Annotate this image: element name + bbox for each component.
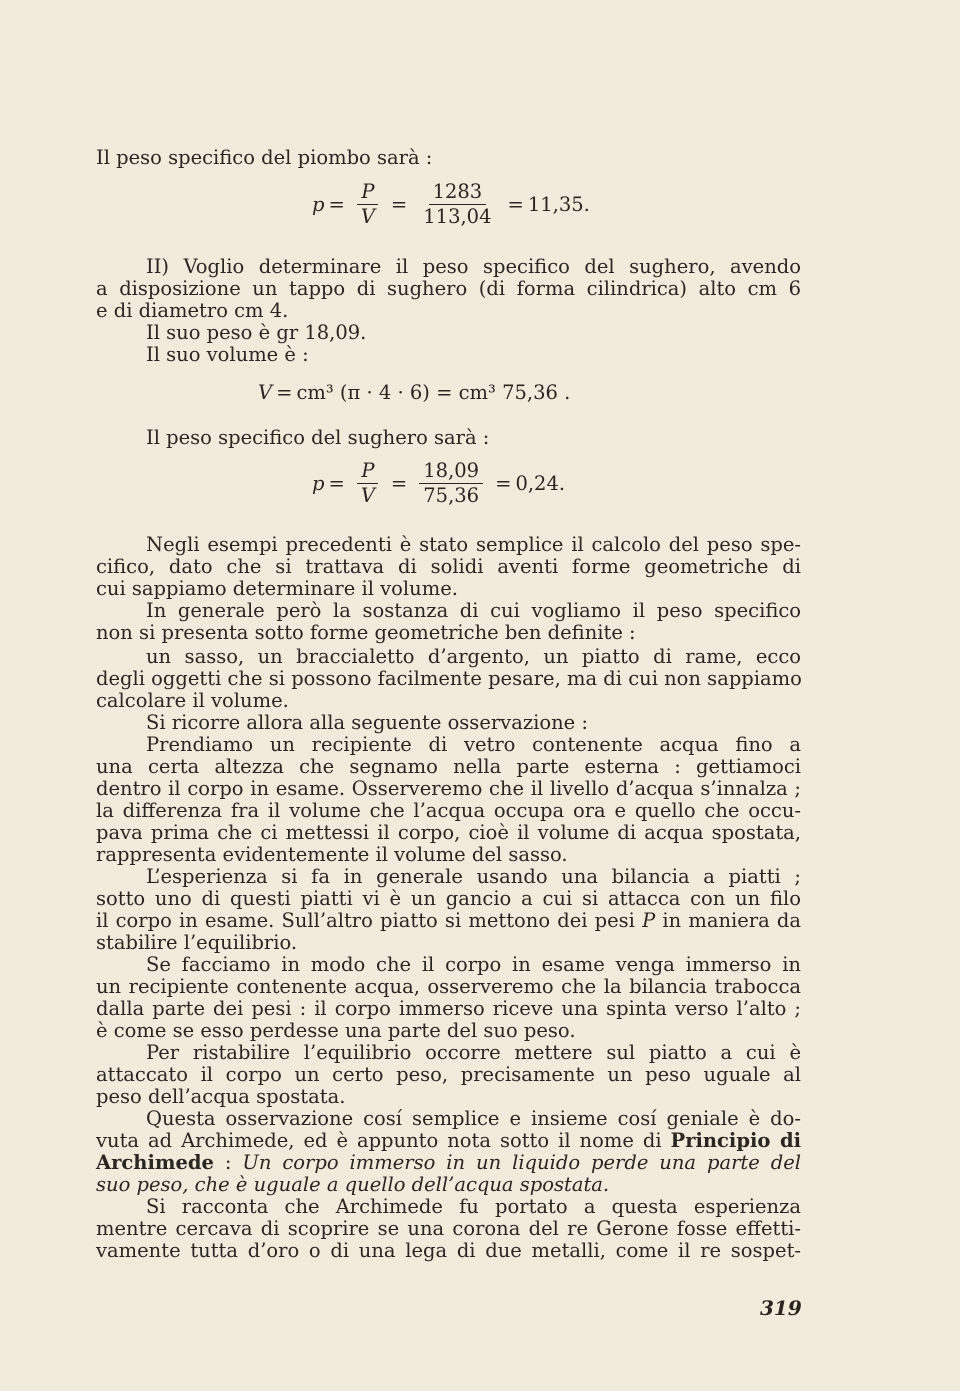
fraction: $\frac{1283}{113,04}$ <box>423 180 492 228</box>
text-line: Il peso specifico del sughero sarà : <box>146 426 490 449</box>
text-line: Prendiamo un recipiente di vetro contenente acqua fino a <box>146 733 801 756</box>
text-line: un recipiente contenente acqua, osserveremo che la bilancia trabocca <box>96 975 801 998</box>
fraction: $\frac{P}{V}$ <box>357 459 379 508</box>
text-line: una certa altezza che segnamo nella parte esterna : gettiamoci <box>96 755 801 778</box>
text-line: Questa osservazione cosí semplice e insieme cosí geniale è do- <box>146 1107 801 1130</box>
text-line: dentro il corpo in esame. Osserveremo che il livello d’acqua s’innalza ; <box>96 777 801 800</box>
text-line: vuta ad Archimede, ed è appunto nota sotto il nome di Principio di <box>96 1129 801 1152</box>
text-line: la differenza fra il volume che l’acqua occupa ora e quello che occu- <box>96 799 801 822</box>
text-line: non si presenta sotto forme geometriche ben definite : <box>96 621 636 644</box>
text-line: calcolare il volume. <box>96 689 289 712</box>
text-line: II) Voglio determinare il peso specifico del sughero, avendo <box>146 255 801 278</box>
text-line: In generale però la sostanza di cui vogliamo il peso specifico <box>146 599 801 622</box>
text-line: Si racconta che Archimede fu portato a questa esperienza <box>146 1195 801 1218</box>
text-line: Il peso specifico del piombo sarà : <box>96 146 433 169</box>
text-line: Il suo volume è : <box>146 343 309 366</box>
text-line: degli oggetti che si possono facilmente pesare, ma di cui non sappiamo <box>96 667 802 690</box>
text-line: rappresenta evidentemente il volume del sasso. <box>96 843 568 866</box>
text-line: mentre cercava di scoprire se una corona del re Gerone fosse effetti- <box>96 1217 801 1240</box>
text-line: cui sappiamo determinare il volume. <box>96 577 458 600</box>
text-line: sotto uno di questi piatti vi è un gancio a cui si attacca con un filo <box>96 887 801 910</box>
equation-density-cork: p = $\frac{P}{V}$ = $\frac{18,09}{75,36}$ = 0,24. <box>312 459 566 507</box>
text-line: a disposizione un tappo di sughero (di forma cilindrica) alto cm 6 <box>96 277 801 300</box>
equation-density-lead: p = $\frac{P}{V}$ = $\frac{1283}{113,04}$ = 11,35. <box>312 180 590 228</box>
equation-cork-volume: V = cm³ (π · 4 · 6) = cm³ 75,36 . <box>258 381 571 404</box>
text-line: L’esperienza si fa in generale usando una bilancia a piatti ; <box>146 865 801 888</box>
text-line: Il suo peso è gr 18,09. <box>146 321 367 344</box>
text-line: un sasso, un braccialetto d’argento, un piatto di rame, ecco <box>146 645 801 668</box>
eq-result: 11,35. <box>527 193 590 216</box>
text-line: Per ristabilire l’equilibrio occorre mettere sul piatto a cui è <box>146 1041 801 1064</box>
text-line: dalla parte dei pesi : il corpo immerso riceve una spinta verso l’alto ; <box>96 997 801 1020</box>
text-line: e di diametro cm 4. <box>96 299 289 322</box>
text-line: Se facciamo in modo che il corpo in esame venga immerso in <box>146 953 801 976</box>
text-line: è come se esso perdesse una parte del suo peso. <box>96 1019 576 1042</box>
text-line: vamente tutta d’oro o di una lega di due metalli, come il re sospet- <box>96 1239 801 1262</box>
text-line: suo peso, che è uguale a quello dell’acqua spostata. <box>96 1173 610 1196</box>
text-line: pava prima che ci mettessi il corpo, cioè il volume di acqua spostata, <box>96 821 801 844</box>
page-number: 319 <box>760 1296 802 1320</box>
text-line: cifico, dato che si trattava di solidi aventi forme geometriche di <box>96 555 801 578</box>
eq-symbol: p <box>312 193 325 216</box>
text-line: Negli esempi precedenti è stato semplice il calcolo del peso spe- <box>146 533 801 556</box>
text-line: peso dell’acqua spostata. <box>96 1085 346 1108</box>
fraction: $\frac{P}{V}$ <box>357 180 379 229</box>
text-line: Archimede : Un corpo immerso in un liquido perde una parte del <box>96 1151 802 1174</box>
fraction: $\frac{18,09}{75,36}$ <box>419 459 483 508</box>
text-line: il corpo in esame. Sull’altro piatto si mettono dei pesi P in maniera da <box>96 909 801 932</box>
text-line: attaccato il corpo un certo peso, precisamente un peso uguale al <box>96 1063 801 1086</box>
text-line: Si ricorre allora alla seguente osservazione : <box>146 711 588 734</box>
text-line: stabilire l’equilibrio. <box>96 931 298 954</box>
